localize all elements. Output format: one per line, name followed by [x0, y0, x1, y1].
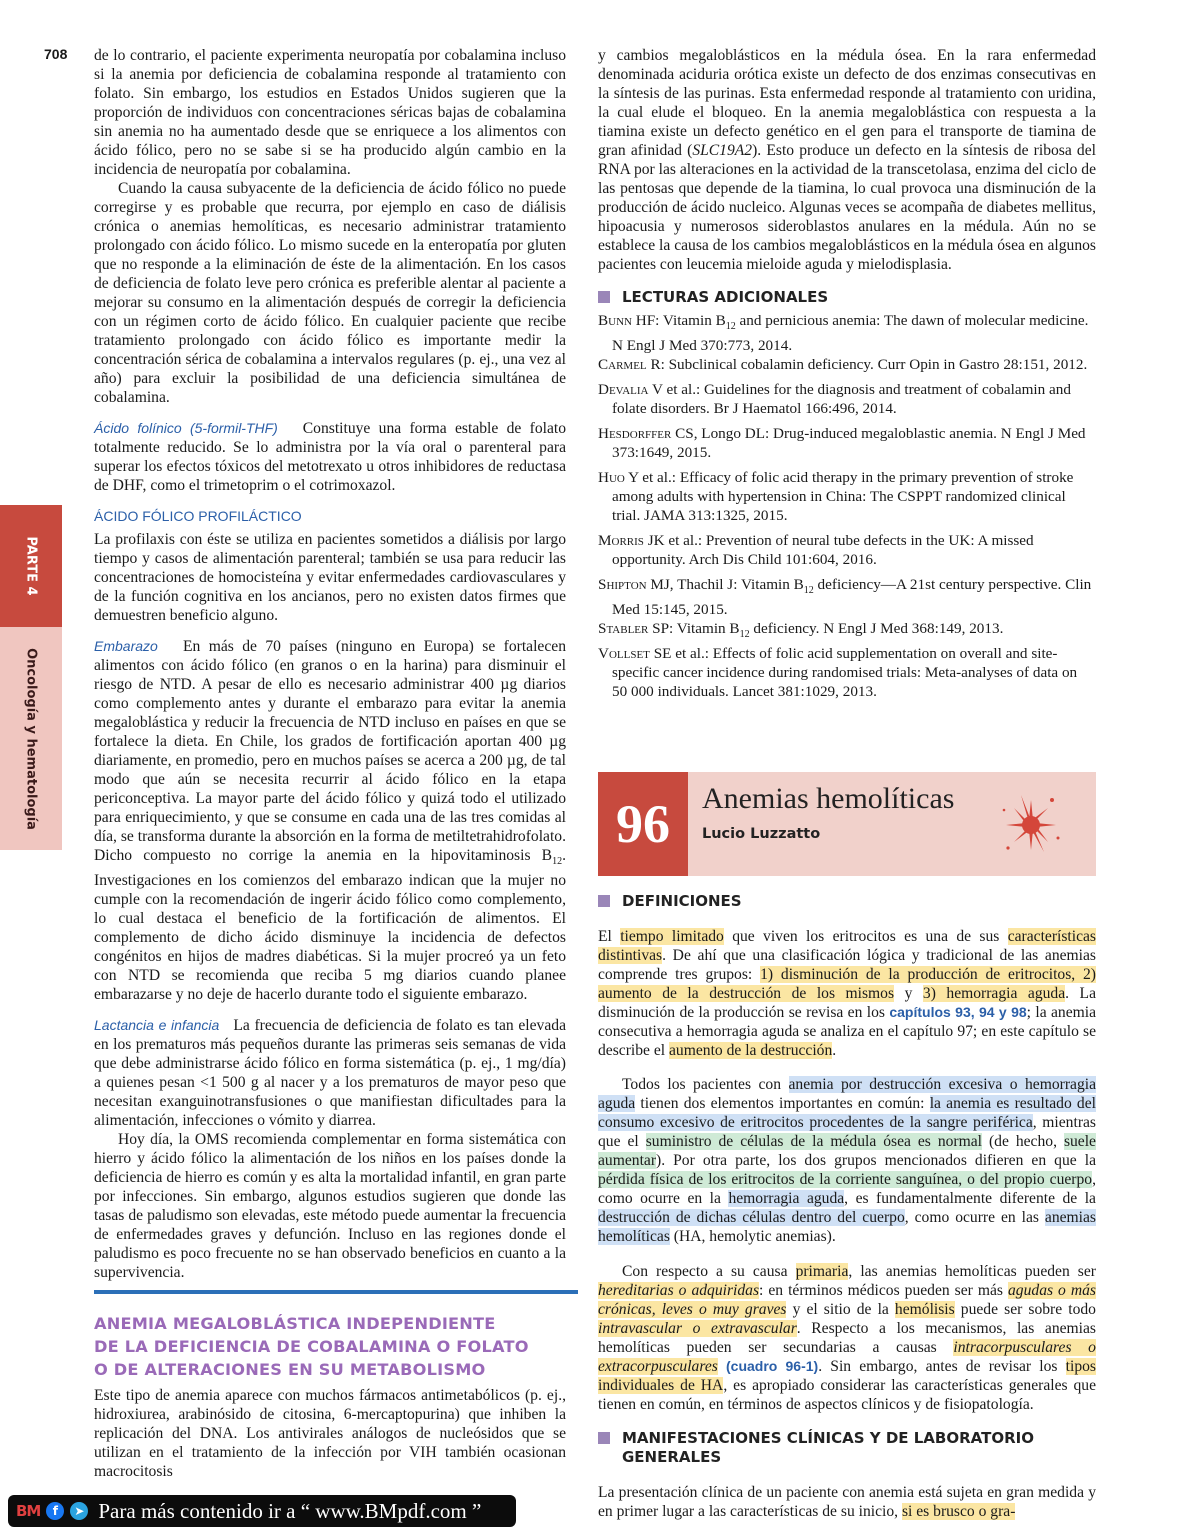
- chapter-link[interactable]: capítulos 93, 94 y 98: [889, 1003, 1027, 1020]
- reference-item: [598, 644, 1096, 707]
- subscript: 12: [725, 321, 736, 333]
- reference-text: and pernicious anemia: The dawn of molecular medicine. N Engl J Med 370:773, 2014.: [612, 312, 1089, 355]
- paragraph: La profilaxis con éste se utiliza en pacientes sometidos a diálisis por largo tiempo y casos de alimentación parenteral; también se usa para reducir las concentraciones de homocisteína y evitar enfermedades cardiovasculares y de la función cognitiva en los ancianos, pero no existen datos firmes que demuestren beneficio alguno.: [94, 531, 566, 624]
- runin-heading-infancy: Lactancia e infancia: [94, 1017, 220, 1034]
- paragraph: Con respecto a su causa primaria, las anemias hemolíticas pueden ser hereditarias o adquiridas: en términos médicos pueden ser más agudas o más crónicas, leves o muy graves y el sitio de la hemólisis puede ser sobre todo intravascular o extravascular. Respecto a los mecanismos, las anemias hemolíticas pueden ser secundarias a causas intracorpusculares o extracorpusculares (cuadro 96-1). Sin embargo, antes de revisar los tipos individuales de HA, es apropiado considerar las características generales que tienen en común, en términos de aspectos clínicos y de fisiopatología.: [598, 1262, 1097, 1413]
- right-column: [598, 46, 1096, 707]
- chapter-number: 96: [598, 772, 688, 876]
- reference-item: [598, 380, 1096, 424]
- heading-line: O DE ALTERACIONES EN SU METABOLISMO: [94, 1360, 486, 1379]
- heading-line: DE LA DEFICIENCIA DE COBALAMINA O FOLATO: [94, 1337, 529, 1356]
- reference-text: deficiency—A 21st century perspective. Clin Med 15:145, 2015.: [612, 576, 1092, 619]
- reference-text: JK et al.: Prevention of neural tube defects in the UK: A missed opportunity. Arch Dis Child 101:604, 2016.: [612, 532, 1034, 569]
- reference-text: CS, Longo DL: Drug-induced megaloblastic anemia. N Engl J Med 373:1649, 2015.: [612, 425, 1086, 462]
- chapter-title: Anemias hemolíticas: [702, 782, 955, 815]
- runin-heading-folinic: Ácido folínico (5-formil-THF): [94, 420, 278, 436]
- section-square-icon: [598, 895, 610, 907]
- paragraph: Hoy día, la OMS recomienda complementar en forma sistemática con hierro y ácido fólico la alimentación de los niños en los países donde la deficiencia de hierro es común y es alta la mortalidad infantil, en gran parte por infecciones. Sin embargo, algunos estudios sugieren que donde las tasas de paludismo son elevadas, este método puede aumentar la frecuencia de enfermedades graves y defunción. Incluso en las regiones donde el paludismo es poco frecuente no se han observado beneficios en cuanto a la supervivencia.: [94, 1131, 566, 1282]
- side-tab: [0, 505, 62, 850]
- side-tab-part: PARTE 4: [23, 536, 39, 596]
- chapter-banner: [598, 772, 1096, 876]
- reference-list: [598, 311, 1096, 707]
- reference-item: [598, 424, 1096, 468]
- reference-author: Morris: [598, 532, 644, 550]
- paragraph: de lo contrario, el paciente experimenta neuropatía por cobalamina incluso si la anemia por deficiencia de cobalamina responde al tratamiento con folato. Sin embargo, los estudios en Estados Unidos sugieren que la proporción de individuos con concentraciones séricas bajas de cobalamina sin anemia no ha aumentado desde que se enriquece a los alimentos con ácido fólico, pero no se sabe si se ha producido algún cambio en la incidencia de neuropatía por cobalamina.: [94, 47, 566, 178]
- paragraph: Cuando la causa subyacente de la deficiencia de ácido fólico no puede corregirse y es probable que recurra, por ejemplo en caso de diálisis crónica o anemias hemolíticas, es necesario administrar tratamiento prolongado con ácido fólico. Lo mismo sucede en la enteropatía por gluten que no responde a la eliminación de éste de la alimentación. En los casos de deficiencia de folato leve pero crónica es preferible alentar al paciente a mejorar su consumo en la alimentación después de corregir la deficiencia con un régimen corto de ácido fólico. En cualquier paciente que recibe tratamiento prolongado con ácido fólico es importante medir la concentración sérica de cobalamina a intervalos regulares (p. ej., una vez al año) para excluir la posibilidad de una deficiencia simultánea de cobalamina.: [94, 180, 566, 406]
- subheading-prophylactic: ÁCIDO FÓLICO PROFILÁCTICO: [94, 508, 302, 524]
- left-column: [94, 46, 566, 1282]
- section-divider: [94, 1290, 578, 1294]
- reference-item: [598, 355, 1096, 380]
- facebook-icon[interactable]: f: [46, 1502, 64, 1520]
- section-heading-megaloblastic: [94, 1312, 574, 1381]
- telegram-icon[interactable]: ➤: [70, 1502, 88, 1520]
- reference-item: [598, 468, 1096, 531]
- chapter-author: Lucio Luzzatto: [702, 826, 821, 842]
- paragraph: ). Esto produce un defecto en la síntesis de ribosa del RNA por las alteraciones en la actividad de la transcetolasa, enzima del ciclo de las pentosas que depende de la tiamina, lo cual provoca una disminución de la producción de ácido nucleico. Algunas veces se acompaña de diabetes mellitus, hipoacusia y numerosos sideroblastos anulares en la médula. Aún no se establece la causa de los cambios megaloblásticos en la médula ósea en algunos pacientes con leucemia mieloide aguda y mielodisplasia.: [598, 142, 1096, 273]
- paragraph: El tiempo limitado que viven los eritrocitos es una de sus características distintivas. De ahí que una clasificación lógica y tradicional de las anemias comprende tres grupos: 1) disminución de la producción de eritrocitos, 2) aumento de la destrucción de los mismos y 3) hemorragia aguda. La disminución de la producción se revisa en los capítulos 93, 94 y 98; la anemia consecutiva a hemorragia aguda se analiza en el capítulo 97; en este capítulo se describe el aumento de la destrucción.: [598, 927, 1097, 1059]
- reference-text: SP: Vitamin B: [648, 620, 740, 638]
- reference-text: MJ, Thachil J: Vitamin B: [646, 576, 804, 594]
- definitions-section: [598, 892, 1096, 1537]
- reference-author: Bunn: [598, 312, 632, 329]
- gene-name: SLC19A2: [692, 142, 753, 159]
- reference-author: Hesdorffer: [598, 425, 672, 443]
- bm-logo: BM: [16, 1502, 41, 1520]
- reference-author: Vollset: [598, 645, 650, 663]
- paragraph: Constituye una forma estable de folato totalmente reducido. Se lo administra por la vía oral o parenteral para superar los efectos tóxicos del metotrexato u otros inhibidores de reductasa de DHF, como el trimetoprim o el cotrimoxazol.: [94, 420, 566, 494]
- reference-text: deficiency. N Engl J Med 368:149, 2013.: [749, 620, 1004, 638]
- subscript: 12: [552, 856, 563, 868]
- runin-heading-pregnancy: Embarazo: [94, 638, 158, 654]
- table-link[interactable]: (cuadro 96-1): [726, 1357, 819, 1374]
- reference-author: Huo: [598, 469, 625, 487]
- paragraph: y cambios megaloblásticos en la médula ósea. En la rara enfermedad denominada aciduria orótica existe un defecto de dos enzimas consecutivas en la síntesis de las purinas. Esta enfermedad responde al tratamiento con uridina, la cual elude el bloqueo. En la anemia megaloblástica con respuesta a la tiamina existe un defecto genético en el gen para el transporte de tiamina de gran afinidad (: [598, 47, 1096, 159]
- reference-item: [598, 619, 1096, 644]
- splatter-icon: [986, 780, 1076, 870]
- reference-text: Y et al.: Efficacy of folic acid therapy in the primary prevention of stroke among adults with hypertension in China: The CSPPT randomized clinical trial. JAMA 313:1325, 2015.: [612, 469, 1074, 525]
- heading-line: ANEMIA MEGALOBLÁSTICA INDEPENDIENTE: [94, 1314, 496, 1333]
- reference-text: HF: Vitamin B: [631, 312, 726, 329]
- reference-author: Devalia: [598, 381, 649, 399]
- reference-author: Carmel: [598, 356, 647, 374]
- section-heading-manifestations: MANIFESTACIONES CLÍNICAS Y DE LABORATORIO GENERALES: [598, 1429, 1096, 1467]
- paragraph: En más de 70 países (ninguno en Europa) se fortalecen alimentos con ácido fólico (en granos o en la harina) para disminuir el riesgo de NTD. A pesar de ello es necesario administrar 400 µg diarios como complemento antes y durante el embarazo para evitar la anemia megaloblástica y reducir la frecuencia de NTD incluso en países en que se fortalece la dieta. En Chile, los grados de fortificación aportan 400 µg diariamente, en promedio, pero en muchos países se acerca a 200 µg, de tal modo que aún se necesita recurrir al ácido fólico en la etapa periconceptiva. La mayor parte del ácido fólico y quizá todo el utilizado para enriquecimiento, y que se consume en cada una de las tres comidas al día, se transforma durante la absorción en la forma de metiltetrahidrofolato. Dicho compuesto no corrige la anemia en la hipovitaminosis B: [94, 638, 566, 864]
- footer-text[interactable]: Para más contenido ir a “ www.BMpdf.com ”: [98, 1498, 482, 1523]
- paragraph: La presentación clínica de un paciente con anemia está sujeta en gran medida y en primer lugar a las características de su inicio, si es brusco o gra-: [598, 1483, 1096, 1520]
- section-square-icon: [598, 1432, 610, 1444]
- reference-author: Shipton: [598, 576, 647, 594]
- reference-text: SE et al.: Effects of folic acid supplementation on overall and site-specific cancer incidence during randomised trials: Meta-analyses of data on 50 000 individuals. Lancet 381:1029, 2013.: [612, 645, 1078, 701]
- paragraph: La frecuencia de deficiencia de folato es tan elevada en los prematuros más pequeños durante las primeras seis semanas de vida que debe administrarse ácido fólico en forma sistemática (p. ej., 1 mg/día) a quienes pesan <1 500 g al nacer y a los prematuros de mayor peso que necesitan exanguinotransfusiones o que manifiestan dificultades para la alimentación, infecciones o vómito y diarrea.: [94, 1017, 566, 1130]
- reference-item: [598, 311, 1096, 355]
- subscript: 12: [803, 585, 814, 597]
- reference-text: V et al.: Guidelines for the diagnosis and treatment of cobalamin and folate disorders. Br J Haematol 166:496, 2014.: [612, 381, 1071, 418]
- reference-item: [598, 531, 1096, 575]
- reference-author: Stabler: [598, 620, 649, 638]
- reference-item: [598, 575, 1096, 619]
- section-heading-definitions: DEFINICIONES: [598, 892, 1096, 911]
- reference-text: R: Subclinical cobalamin deficiency. Curr Opin in Gastro 28:151, 2012.: [646, 356, 1088, 374]
- page-number: 708: [44, 46, 68, 62]
- footer-banner[interactable]: [8, 1495, 516, 1527]
- paragraph: Todos los pacientes con anemia por destrucción excesiva o hemorragia aguda tienen dos elementos importantes en común: la anemia es resultado del consumo excesivo de eritrocitos procedentes de la sangre periférica, mientras que el suministro de células de la médula ósea es normal (de hecho, suele aumentar). Por otra parte, los dos grupos mencionados difieren en que la pérdida física de los eritrocitos de la corriente sanguínea, o del propio cuerpo, como ocurre en la hemorragia aguda, es fundamentalmente diferente de la destrucción de dichas células dentro del cuerpo, como ocurre en las anemias hemolíticas (HA, hemolytic anemias).: [598, 1076, 1096, 1246]
- section-heading-readings: LECTURAS ADICIONALES: [598, 288, 1096, 307]
- paragraph: . Investigaciones en los comienzos del embarazo indican que la mujer no cumple con la recomendación de ingerir ácido fólico como complemento, lo cual destaca el beneficio de la fortificación de alimentos. El complemento de dicho ácido disminuye la incidencia de defectos congénitos en hijos de madres diabéticas. Si la mujer procreó ya un feto con NTD se recomienda que reciba 5 mg diarios cuando planee embarazarse y no deje de hacerlo durante todo el siguiente embarazo.: [94, 847, 566, 1004]
- side-tab-section: Oncología y hematología: [23, 647, 39, 830]
- subscript: 12: [739, 629, 750, 641]
- section-square-icon: [598, 291, 610, 303]
- paragraph: Este tipo de anemia aparece con muchos fármacos antimetabólicos (p. ej., hidroxiurea, arabinósido de citosina, 6-mercaptopurina) que inhiben la replicación del DNA. Los antivirales análogos de nucleósidos que se utilizan en el tratamiento de la infección por VIH también ocasionan macrocitosis: [94, 1387, 566, 1480]
